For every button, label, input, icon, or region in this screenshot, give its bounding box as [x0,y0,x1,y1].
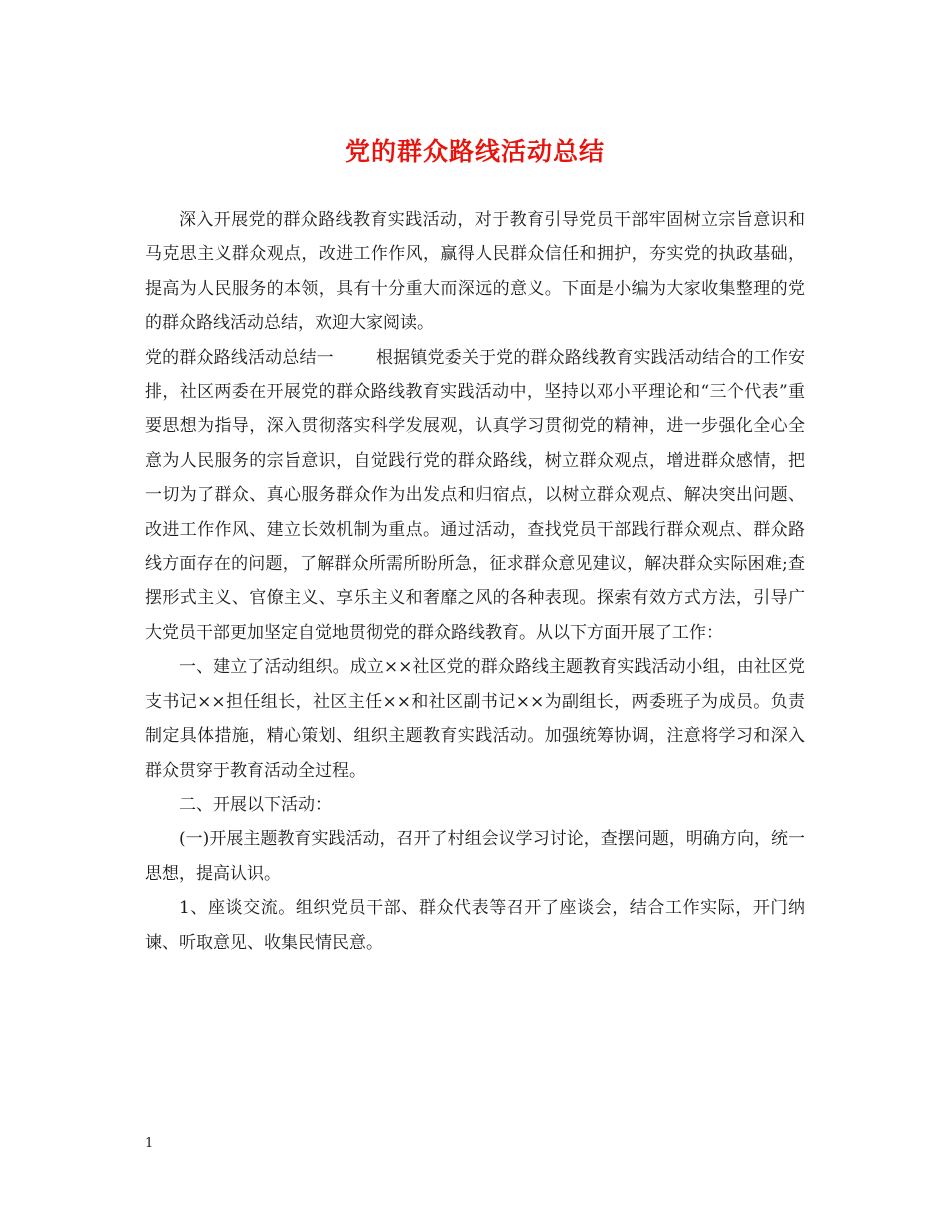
paragraph-activities-heading: 二、开展以下活动： [179,794,332,815]
section-heading: 党的群众路线活动总结一 [145,347,334,368]
document-title: 党的群众路线活动总结 [344,137,605,166]
section-body: 根据镇党委关于党的群众路线教育实践活动结合的工作安排，社区两委在开展党的群众路线教育实践活动中，坚持以邓小平理论和“三个代表”重要思想为指导，深入贯彻落实科学发展观，认真学习贯彻党的精神，进一步强化全心全意为人民服务的宗旨意识，自觉践行党的群众路线，树立群众观点，增进群众感情，把一切为了群众、真心服务群众作为出发点和归宿点，以树立群众观点、解决突出问题、改进工作作风、建立长效机制为重点。通过活动，查找党员干部践行群众观点、群众路线方面存在的问题，了解群众所需所盼所急，征求群众意见建议，解决群众实际困难;查摆形式主义、官僚主义、享乐主义和奢靡之风的各种表现。探索有效方式方法，引导广大党员干部更加坚定自觉地贯彻党的群众路线教育。从以下方面开展了工作： [145,347,806,643]
paragraph-theme-education: (一)开展主题教育实践活动，召开了村组会议学习讨论，查摆问题，明确方向，统一思想，提高认识。 [145,829,805,884]
paragraph-organization: 一、建立了活动组织。成立××社区党的群众路线主题教育实践活动小组，由社区党支书记××担任组长，社区主任××和社区副书记××为副组长，两委班子为成员。负责制定具体措施，精心策划、组织主题教育实践活动。加强统筹协调，注意将学习和深入群众贯穿于教育活动全过程。 [145,657,805,781]
intro-paragraph: 深入开展党的群众路线教育实践活动，对于教育引导党员干部牢固树立宗旨意识和马克思主义群众观点，改进工作作风，赢得人民群众信任和拥护，夯实党的执政基础，提高为人民服务的本领，具有十分重大而深远的意义。下面是小编为大家收集整理的党的群众路线活动总结，欢迎大家阅读。 [145,210,805,334]
section-one-paragraph [145,341,805,651]
paragraph-discussion: 1、座谈交流。组织党员干部、群众代表等召开了座谈会，结合工作实际，开门纳谏、听取意见、收集民情民意。 [145,898,805,953]
page-number: 1 [145,1136,154,1151]
document-body [145,203,805,960]
